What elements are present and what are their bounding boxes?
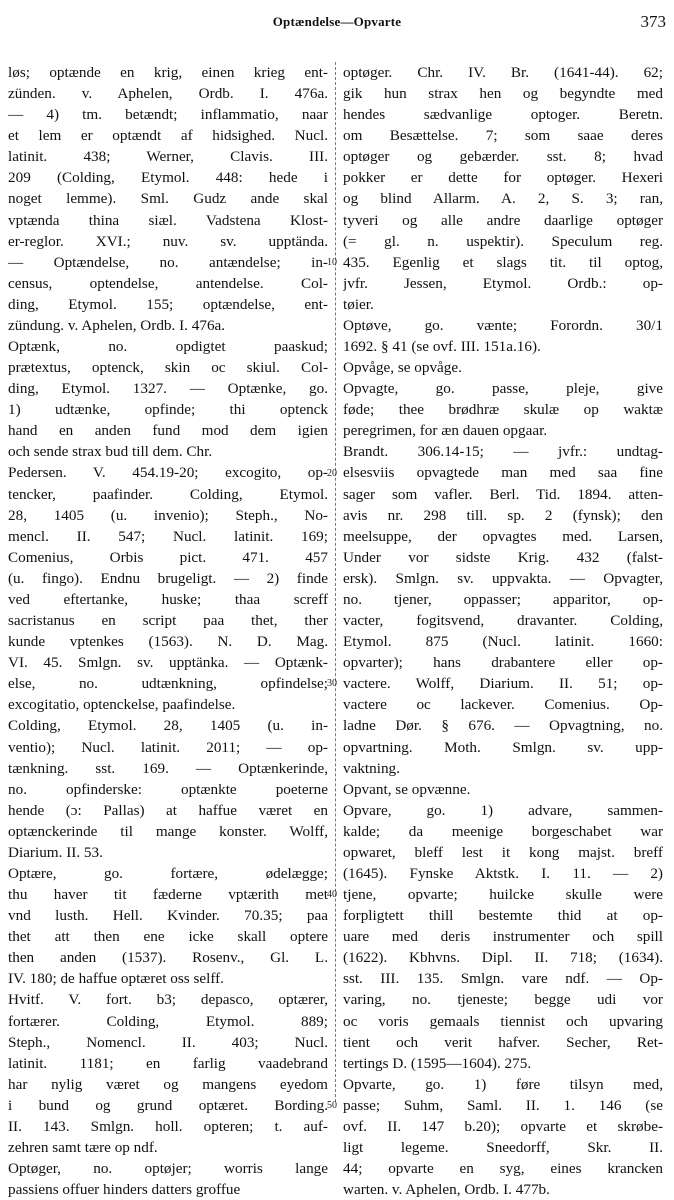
text-line: jvfr. Jessen, Etymol. Ordb.: op- — [343, 274, 663, 292]
text-line: Brandt. 306.14-15; — jvfr.: undtag- — [343, 443, 663, 461]
text-line: kalde; da meenige borgeschabet war — [343, 822, 663, 840]
line-number-marker: 20 — [327, 467, 337, 479]
text-line: ligt legeme. Sneedorff, Skr. II. — [343, 1138, 663, 1156]
text-line: har nylig været og mangens eyedom — [8, 1075, 328, 1093]
text-line: varing, no. tjeneste; begge udi vor — [343, 991, 663, 1009]
text-line: latinit. 438; Werner, Clavis. III. — [8, 148, 328, 166]
text-line: optøger. Chr. IV. Br. (1641-44). 62; — [343, 64, 663, 81]
text-line: avis nr. 298 till. sp. 2 (fynsk); den — [343, 506, 663, 524]
text-line: mencl. II. 547; Nucl. latinit. 169; — [8, 527, 328, 545]
line-number-marker: 10 — [327, 256, 337, 268]
text-line: — Optændelse, no. antændelse; in- — [8, 253, 328, 271]
text-line: no. tjener, oppasser; apparitor, op- — [343, 590, 663, 608]
text-line: zehren samt tære op ndf. — [8, 1138, 158, 1156]
text-line: optænckerinde til mange konster. Wolff, — [8, 822, 328, 840]
text-line: warten. v. Aphelen, Ordb. I. 477b. — [343, 1181, 550, 1199]
text-line: hende (ɔ: Pallas) at haffue været en — [8, 801, 328, 819]
text-line: pokker er dette for optøger. Hexeri — [343, 169, 663, 187]
right-column — [343, 62, 663, 1200]
text-line: opvarter); hans drabantere eller op- — [343, 654, 663, 672]
text-line: elsesviis opvagtede man med saa fine — [343, 464, 663, 482]
text-line: tøier. — [343, 295, 374, 313]
text-line: then anden (1537). Rosenv., Gl. L. — [8, 949, 328, 967]
text-line: oc voris gemaals tiennist och upvaring — [343, 1012, 663, 1030]
running-head: Optændelse—Opvarte — [272, 14, 402, 29]
text-line: 1) udtænke, opfinde; thi optenck — [8, 401, 328, 419]
text-line: kunde vptenkes (1563). N. D. Mag. — [8, 633, 328, 651]
text-line: 1692. § 41 (se ovf. III. 151a.16). — [343, 338, 541, 356]
text-line: opvartning. Moth. Smlgn. sv. upp- — [343, 738, 663, 756]
text-line: excogitatio, optenckelse, paafindelse. — [8, 696, 236, 714]
text-line: (1645). Fynske Aktstk. I. 11. — 2) — [343, 864, 663, 882]
text-line: Optøve, go. vænte; Forordn. 30/1 — [343, 316, 663, 334]
text-line: Colding, Etymol. 28, 1405 (u. in- — [8, 717, 328, 735]
text-line: — 4) tm. betændt; inflammatio, naar — [8, 106, 328, 124]
text-line: vptænda thina siæl. Vadstena Klost- — [8, 211, 328, 229]
text-line: Under vor sidste Krig. 432 (falst- — [343, 548, 663, 566]
text-line: thu haver tit fæderne vptærith met — [8, 886, 328, 904]
text-line: uare med deris instrumenter och spill — [343, 928, 663, 946]
text-line: 44; opvarte en syg, eines krancken — [343, 1160, 663, 1178]
text-line: Comenius, Orbis pict. 471. 457 — [8, 548, 328, 566]
text-line: Optære, go. fortære, ødelægge; — [8, 864, 328, 882]
column-divider — [335, 62, 337, 1102]
text-line: zündung. v. Aphelen, Ordb. I. 476a. — [8, 316, 226, 334]
text-line: 209 (Colding, Etymol. 448: hede i — [8, 169, 328, 187]
text-line: sacristanus en script paa thet, ther — [8, 612, 328, 630]
text-line: i bund og grund optæret. Bording. — [8, 1096, 328, 1114]
text-line: 28, 1405 (u. invenio); Steph., No- — [8, 506, 328, 524]
text-line: vaktning. — [343, 759, 400, 777]
text-line: peregrimen, for æn dauen opgaar. — [343, 422, 548, 440]
text-line: Optænk, no. opdigtet paaskud; — [8, 338, 328, 356]
text-line: Opvant, se opvænne. — [343, 780, 471, 798]
text-line: hand en anden fund mod dem igien — [8, 422, 328, 440]
text-line: prætextus, optenck, skin oc skiul. Col- — [8, 359, 328, 377]
text-line: Opvåge, se opvåge. — [343, 359, 462, 377]
text-line: passiens offuer hinders datters groffue — [8, 1181, 241, 1199]
text-line: ladne Dør. § 676. — Opvagtning, no. — [343, 717, 663, 735]
text-line: vactere oc lackever. Comenius. Op- — [343, 696, 663, 714]
text-line: Optøger, no. optøjer; worris lange — [8, 1160, 328, 1178]
text-line: fortærer. Colding, Etymol. 889; — [8, 1012, 328, 1030]
text-line: ventio); Nucl. latinit. 2011; — op- — [8, 738, 328, 756]
text-line: tyveri og alle andre daarlige optøger — [343, 211, 663, 229]
text-line: ding, Etymol. 1327. — Optænke, go. — [8, 380, 328, 398]
text-line: else, no. udtænkning, opfindelse; — [8, 675, 328, 693]
text-line: om Besættelse. 7; som saae deres — [343, 127, 663, 145]
text-line: Opvare, go. 1) advare, sammen- — [343, 801, 663, 819]
text-line: og blind Allarm. A. 2, S. 3; ran, — [343, 190, 663, 208]
text-line: tertings D. (1595—1604). 275. — [343, 1054, 532, 1072]
text-line: opwaret, bleff lest it kong majst. breff — [343, 843, 663, 861]
text-line: passe; Suhm, Saml. II. 1. 146 (se — [343, 1096, 663, 1114]
text-line: no. opfinderske: optænkte poeterne — [8, 780, 328, 798]
text-line: gik hun strax hen og begyndte med — [343, 85, 663, 103]
text-line: tencker, paafinder. Colding, Etymol. — [8, 485, 328, 503]
text-line: løs; optænde en krig, einen krieg ent- — [8, 64, 328, 81]
text-line: zünden. v. Aphelen, Ordb. I. 476a. — [8, 85, 328, 103]
text-line: hendes sædvanlige optoger. Beretn. — [343, 106, 663, 124]
text-line: ved eftertanke, huske; thaa screff — [8, 590, 328, 608]
text-line: tjene, opvarte; huilcke skulle were — [343, 886, 663, 904]
text-line: (u. fingo). Endnu brugeligt. — 2) finde — [8, 569, 328, 587]
text-line: føde; thee brødhræ skulæ op waktæ — [343, 401, 663, 419]
text-line: IV. 180; de haffue optæret oss selff. — [8, 970, 224, 988]
left-column — [8, 62, 328, 1200]
line-number-marker: 40 — [327, 889, 337, 901]
text-line: sager som vafler. Berl. Tid. 1894. atten- — [343, 485, 663, 503]
text-line: thet att then ene icke skall optere — [8, 928, 328, 946]
text-line: et lem er optændt af hidsighed. Nucl. — [8, 127, 328, 145]
text-line: (1622). Kbhvns. Dipl. II. 718; (1634). — [343, 949, 663, 967]
text-line: er-reglor. XVI.; nuv. sv. upptända. — [8, 232, 328, 250]
text-line: optøger og gebærder. sst. 8; hvad — [343, 148, 663, 166]
text-line: Opvarte, go. 1) føre tilsyn med, — [343, 1075, 663, 1093]
text-line: sst. III. 135. Smlgn. vare ndf. — Op- — [343, 970, 663, 988]
text-line: Pedersen. V. 454.19-20; excogito, op- — [8, 464, 328, 482]
text-line: 435. Egenlig et slags tit. til optog, — [343, 253, 663, 271]
text-line: Etymol. 875 (Nucl. latinit. 1660: — [343, 633, 663, 651]
text-line: ersk). Smlgn. sv. uppvakta. — Opvagter, — [343, 569, 663, 587]
text-line: Steph., Nomencl. II. 403; Nucl. — [8, 1033, 328, 1051]
text-line: Hvitf. V. fort. b3; depasco, optærer, — [8, 991, 328, 1009]
text-line: och sende strax bud till dem. Chr. — [8, 443, 213, 461]
text-line: II. 143. Smlgn. holl. opteren; t. auf- — [8, 1117, 328, 1135]
text-line: tænkning. sst. 169. — Optænkerinde, — [8, 759, 328, 777]
text-line: ovf. II. 147 b.20); opvarte et skrøbe- — [343, 1117, 663, 1135]
line-number-marker: 30 — [327, 678, 337, 690]
text-line: forpligtett thill bestemte thid at op- — [343, 907, 663, 925]
line-number-marker: 50 — [327, 1099, 337, 1111]
text-line: meelsuppe, der opvagtes med. Larsen, — [343, 527, 663, 545]
text-line: ding, Etymol. 155; optændelse, ent- — [8, 295, 328, 313]
text-line: Diarium. II. 53. — [8, 843, 103, 861]
text-line: vnd lusth. Hell. Kvinder. 70.35; paa — [8, 907, 328, 925]
text-line: (= gl. n. uspektir). Speculum reg. — [343, 232, 663, 250]
page-header — [0, 10, 674, 34]
text-line: VI. 45. Smlgn. sv. upptänka. — Optænk- — [8, 654, 328, 672]
text-line: vacter, fogitsvend, dravanter. Colding, — [343, 612, 663, 630]
text-line: vactere. Wolff, Diarium. II. 51; op- — [343, 675, 663, 693]
text-line: Opvagte, go. passe, pleje, give — [343, 380, 663, 398]
text-line: noget lemme). Sml. Gudz ande skal — [8, 190, 328, 208]
text-line: latinit. 1181; en farlig vaadebrand — [8, 1054, 328, 1072]
text-line: tient och verit hafver. Secher, Ret- — [343, 1033, 663, 1051]
text-line: census, optendelse, antendelse. Col- — [8, 274, 328, 292]
page-number: 373 — [640, 12, 666, 31]
